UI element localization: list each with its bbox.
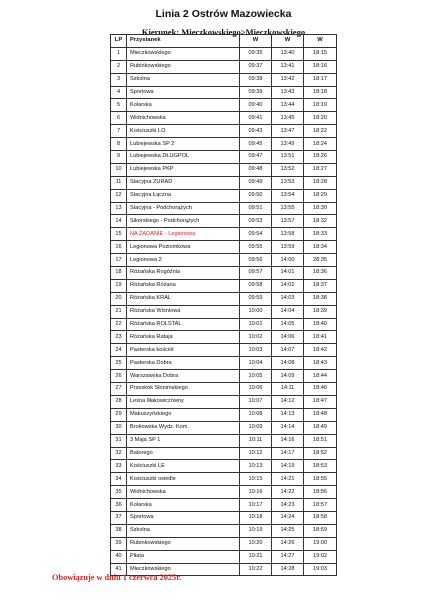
departure-time-2: 14:21 (272, 473, 304, 486)
departure-time-2: 13:51 (272, 151, 304, 164)
row-number: 13 (111, 202, 127, 215)
departure-time-3: 18:42 (304, 344, 337, 357)
row-number: 36 (111, 499, 127, 512)
stop-name: Szkolna (127, 524, 240, 537)
stop-name: Brokowska Wydz. Kom. (127, 421, 240, 434)
departure-time-1: 10:17 (240, 499, 272, 512)
row-number: 26 (111, 370, 127, 383)
departure-time-3: 18:57 (304, 499, 337, 512)
stop-name: Sikorskiego - Podchorążych (127, 215, 240, 228)
row-number: 22 (111, 318, 127, 331)
stop-name: Pasterska kościół (127, 344, 240, 357)
departure-time-2: 13:45 (272, 112, 304, 125)
departure-time-2: 14:14 (272, 421, 304, 434)
stop-name: Sportowa (127, 511, 240, 524)
stop-name: Kościuszki LO (127, 125, 240, 138)
departure-time-2: 13:57 (272, 215, 304, 228)
departure-time-1: 10:16 (240, 486, 272, 499)
departure-time-2: 13:40 (272, 47, 304, 60)
departure-time-1: 09:59 (240, 292, 272, 305)
validity-note: Obowiązuje w dniu 1 czerwca 2025r. (52, 573, 182, 582)
departure-time-2: 14:05 (272, 318, 304, 331)
table-row (111, 486, 337, 499)
departure-time-3: 18:40 (304, 318, 337, 331)
row-number: 17 (111, 254, 127, 267)
stop-name: Różańska Różana (127, 279, 240, 292)
departure-time-2: 14:28 (272, 563, 304, 576)
row-number: 35 (111, 486, 127, 499)
table-row (111, 434, 337, 447)
stop-name: Kolarska (127, 99, 240, 112)
departure-time-3: 18:55 (304, 473, 337, 486)
header-stop: Przystanek (127, 35, 240, 48)
departure-time-1: 10:20 (240, 537, 272, 550)
row-number: 41 (111, 563, 127, 576)
table-row (111, 408, 337, 421)
departure-time-1: 09:40 (240, 99, 272, 112)
departure-time-1: 09:43 (240, 125, 272, 138)
row-number: 30 (111, 421, 127, 434)
departure-time-1: 10:09 (240, 421, 272, 434)
stop-name: Widnichowska (127, 112, 240, 125)
departure-time-3: 28:35 (304, 254, 337, 267)
departure-time-2: 14:22 (272, 486, 304, 499)
table-row (111, 86, 337, 99)
stop-name: Leśna Iłłakowiczówny (127, 395, 240, 408)
departure-time-1: 10:21 (240, 550, 272, 563)
table-row (111, 138, 337, 151)
departure-time-2: 14:19 (272, 460, 304, 473)
departure-time-3: 18:39 (304, 305, 337, 318)
row-number: 11 (111, 176, 127, 189)
departure-time-3: 18:38 (304, 292, 337, 305)
stop-name: Lubiejewska PKP (127, 163, 240, 176)
stop-name: Piłata (127, 550, 240, 563)
departure-time-3: 18:30 (304, 202, 337, 215)
row-number: 34 (111, 473, 127, 486)
stop-name: Stacyjna Łączna (127, 189, 240, 202)
row-number: 9 (111, 151, 127, 164)
departure-time-3: 18:24 (304, 138, 337, 151)
departure-time-3: 18:43 (304, 357, 337, 370)
table-row (111, 254, 337, 267)
table-row (111, 395, 337, 408)
row-number: 23 (111, 331, 127, 344)
row-number: 31 (111, 434, 127, 447)
departure-time-2: 13:52 (272, 163, 304, 176)
departure-time-1: 09:58 (240, 279, 272, 292)
table-row (111, 279, 337, 292)
row-number: 21 (111, 305, 127, 318)
departure-time-1: 09:56 (240, 254, 272, 267)
stop-name: Widnichowska (127, 486, 240, 499)
stop-name: Rubinkowskiego (127, 60, 240, 73)
departure-time-1: 10:03 (240, 344, 272, 357)
table-row (111, 421, 337, 434)
departure-time-1: 09:57 (240, 267, 272, 280)
departure-time-1: 10:19 (240, 524, 272, 537)
departure-time-2: 14:00 (272, 254, 304, 267)
row-number: 32 (111, 447, 127, 460)
table-row (111, 112, 337, 125)
departure-time-2: 13:42 (272, 73, 304, 86)
departure-time-3: 18:27 (304, 163, 337, 176)
table-row (111, 357, 337, 370)
table-row (111, 241, 337, 254)
departure-time-3: 19:02 (304, 550, 337, 563)
table-row (111, 73, 337, 86)
departure-time-3: 19:00 (304, 537, 337, 550)
table-row (111, 447, 337, 460)
departure-time-3: 18:18 (304, 86, 337, 99)
table-row (111, 370, 337, 383)
row-number: 29 (111, 408, 127, 421)
stop-name: Mieczkowskiego (127, 47, 240, 60)
stop-name: Rubinkowskiego (127, 537, 240, 550)
departure-time-1: 10:18 (240, 511, 272, 524)
stop-name: Różańska KRAL (127, 292, 240, 305)
row-number: 40 (111, 550, 127, 563)
table-row (111, 215, 337, 228)
row-number: 3 (111, 73, 127, 86)
departure-time-1: 10:13 (240, 460, 272, 473)
departure-time-2: 14:13 (272, 408, 304, 421)
row-number: 20 (111, 292, 127, 305)
header-row (111, 35, 337, 48)
departure-time-1: 10:11 (240, 434, 272, 447)
departure-time-2: 13:44 (272, 99, 304, 112)
table-row (111, 318, 337, 331)
departure-time-1: 09:53 (240, 215, 272, 228)
table-row (111, 163, 337, 176)
departure-time-1: 09:49 (240, 176, 272, 189)
departure-time-1: 09:41 (240, 112, 272, 125)
departure-time-1: 10:04 (240, 357, 272, 370)
row-number: 39 (111, 537, 127, 550)
departure-time-3: 18:17 (304, 73, 337, 86)
row-number: 4 (111, 86, 127, 99)
row-number: 1 (111, 47, 127, 60)
departure-time-2: 14:04 (272, 305, 304, 318)
table-row (111, 344, 337, 357)
stop-name: Lubiejewska DŁUGPOL (127, 151, 240, 164)
departure-time-3: 18:59 (304, 524, 337, 537)
stop-name: NA ŻĄDANIE - Legionowa (127, 228, 240, 241)
table-row (111, 305, 337, 318)
page-title: Linia 2 Ostrów Mazowiecka (155, 8, 292, 20)
departure-time-3: 18:19 (304, 99, 337, 112)
departure-time-3: 18:51 (304, 434, 337, 447)
departure-time-1: 10:02 (240, 331, 272, 344)
departure-time-3: 18:32 (304, 215, 337, 228)
table-row (111, 60, 337, 73)
row-number: 19 (111, 279, 127, 292)
table-row (111, 550, 337, 563)
table-row (111, 292, 337, 305)
row-number: 24 (111, 344, 127, 357)
departure-time-3: 18:36 (304, 267, 337, 280)
departure-time-1: 09:55 (240, 241, 272, 254)
departure-time-3: 18:15 (304, 47, 337, 60)
table-row (111, 383, 337, 396)
stop-name: Makuszyńskiego (127, 408, 240, 421)
departure-time-3: 18:22 (304, 125, 337, 138)
row-number: 28 (111, 395, 127, 408)
departure-time-1: 10:06 (240, 383, 272, 396)
table-row (111, 499, 337, 512)
row-number: 14 (111, 215, 127, 228)
departure-time-3: 18:20 (304, 112, 337, 125)
departure-time-3: 18:26 (304, 151, 337, 164)
departure-time-1: 10:15 (240, 473, 272, 486)
stop-name: Różańska Rogóźnia (127, 267, 240, 280)
departure-time-2: 13:49 (272, 138, 304, 151)
stop-name: Stacyjna ZURAD (127, 176, 240, 189)
departure-time-1: 09:45 (240, 138, 272, 151)
departure-time-2: 14:08 (272, 357, 304, 370)
row-number: 7 (111, 125, 127, 138)
departure-time-3: 18:47 (304, 395, 337, 408)
departure-time-2: 14:11 (272, 383, 304, 396)
stop-name: Pasterska Dobra (127, 357, 240, 370)
departure-time-3: 18:29 (304, 189, 337, 202)
departure-time-3: 19:03 (304, 563, 337, 576)
departure-time-2: 14:26 (272, 537, 304, 550)
stop-name: Różańska ROLSTAL (127, 318, 240, 331)
departure-time-1: 09:48 (240, 163, 272, 176)
table-row (111, 511, 337, 524)
stop-name: Przeskok Słonimskiego (127, 383, 240, 396)
departure-time-1: 09:35 (240, 47, 272, 60)
stop-name: Lubiejewska SP 2 (127, 138, 240, 151)
stop-name: Sportowa (127, 86, 240, 99)
table-row (111, 176, 337, 189)
departure-time-1: 09:39 (240, 86, 272, 99)
departure-time-2: 14:25 (272, 524, 304, 537)
departure-time-2: 13:43 (272, 86, 304, 99)
stop-name: Różańska Wiśniowa (127, 305, 240, 318)
row-number: 12 (111, 189, 127, 202)
table-row (111, 151, 337, 164)
departure-time-3: 18:46 (304, 383, 337, 396)
departure-time-3: 18:58 (304, 511, 337, 524)
stop-name: Kolarska (127, 499, 240, 512)
departure-time-2: 14:16 (272, 434, 304, 447)
departure-time-2: 14:12 (272, 395, 304, 408)
departure-time-1: 10:22 (240, 563, 272, 576)
stop-name: Batorego (127, 447, 240, 460)
departure-time-2: 13:54 (272, 189, 304, 202)
table-row (111, 537, 337, 550)
stop-name: Kościuszki LE (127, 460, 240, 473)
departure-time-2: 13:58 (272, 228, 304, 241)
departure-time-2: 14:23 (272, 499, 304, 512)
table-row (111, 473, 337, 486)
header-departure-3: W (304, 35, 337, 48)
table-row (111, 47, 337, 60)
departure-time-3: 18:56 (304, 486, 337, 499)
departure-time-3: 18:28 (304, 176, 337, 189)
table-row (111, 125, 337, 138)
departure-time-1: 10:08 (240, 408, 272, 421)
row-number: 6 (111, 112, 127, 125)
table-row (111, 189, 337, 202)
departure-time-2: 14:27 (272, 550, 304, 563)
row-number: 5 (111, 99, 127, 112)
departure-time-3: 18:44 (304, 370, 337, 383)
departure-time-3: 18:33 (304, 228, 337, 241)
stop-name: Legionowa Poziomkowa (127, 241, 240, 254)
departure-time-3: 18:48 (304, 408, 337, 421)
row-number: 27 (111, 383, 127, 396)
row-number: 2 (111, 60, 127, 73)
departure-time-2: 14:02 (272, 279, 304, 292)
stop-name: 3 Maja SP 1 (127, 434, 240, 447)
departure-time-2: 13:47 (272, 125, 304, 138)
departure-time-3: 18:41 (304, 331, 337, 344)
departure-time-2: 14:01 (272, 267, 304, 280)
departure-time-1: 09:51 (240, 202, 272, 215)
header-departure-2: W (272, 35, 304, 48)
row-number: 37 (111, 511, 127, 524)
stop-name: Warszawska Dobra (127, 370, 240, 383)
stop-name: Stacyjna - Podchorążych (127, 202, 240, 215)
header-lp: LP (111, 35, 127, 48)
row-number: 16 (111, 241, 127, 254)
stop-name: Szkolna (127, 73, 240, 86)
departure-time-2: 14:03 (272, 292, 304, 305)
departure-time-3: 18:52 (304, 447, 337, 460)
stop-name: Różańska Rataja (127, 331, 240, 344)
timetable (110, 34, 337, 576)
departure-time-1: 09:47 (240, 151, 272, 164)
row-number: 38 (111, 524, 127, 537)
departure-time-1: 10:01 (240, 318, 272, 331)
table-row (111, 202, 337, 215)
stop-name: Legionowa 2 (127, 254, 240, 267)
row-number: 18 (111, 267, 127, 280)
row-number: 8 (111, 138, 127, 151)
departure-time-1: 09:37 (240, 60, 272, 73)
table-row (111, 524, 337, 537)
departure-time-3: 18:37 (304, 279, 337, 292)
departure-time-2: 14:09 (272, 370, 304, 383)
departure-time-3: 18:53 (304, 460, 337, 473)
departure-time-2: 14:24 (272, 511, 304, 524)
departure-time-3: 18:49 (304, 421, 337, 434)
departure-time-1: 10:12 (240, 447, 272, 460)
departure-time-2: 13:53 (272, 176, 304, 189)
table-row (111, 99, 337, 112)
departure-time-2: 13:59 (272, 241, 304, 254)
departure-time-1: 09:50 (240, 189, 272, 202)
departure-time-1: 09:38 (240, 73, 272, 86)
row-number: 10 (111, 163, 127, 176)
direction-label: Kierunek: Mieczkowskiego>Mieczkowskiego (141, 27, 306, 37)
departure-time-2: 14:17 (272, 447, 304, 460)
table-row (111, 460, 337, 473)
header-departure-1: W (240, 35, 272, 48)
table-row (111, 331, 337, 344)
departure-time-1: 10:05 (240, 370, 272, 383)
table-row (111, 228, 337, 241)
stop-name: Mieczkowskiego (127, 563, 240, 576)
stop-name: Kościuszki osiedle (127, 473, 240, 486)
departure-time-2: 14:06 (272, 331, 304, 344)
departure-time-1: 10:00 (240, 305, 272, 318)
departure-time-2: 14:07 (272, 344, 304, 357)
departure-time-2: 13:41 (272, 60, 304, 73)
row-number: 15 (111, 228, 127, 241)
departure-time-3: 18:16 (304, 60, 337, 73)
table-row (111, 267, 337, 280)
departure-time-3: 18:34 (304, 241, 337, 254)
row-number: 25 (111, 357, 127, 370)
departure-time-1: 09:54 (240, 228, 272, 241)
departure-time-1: 10:07 (240, 395, 272, 408)
departure-time-2: 13:55 (272, 202, 304, 215)
row-number: 33 (111, 460, 127, 473)
